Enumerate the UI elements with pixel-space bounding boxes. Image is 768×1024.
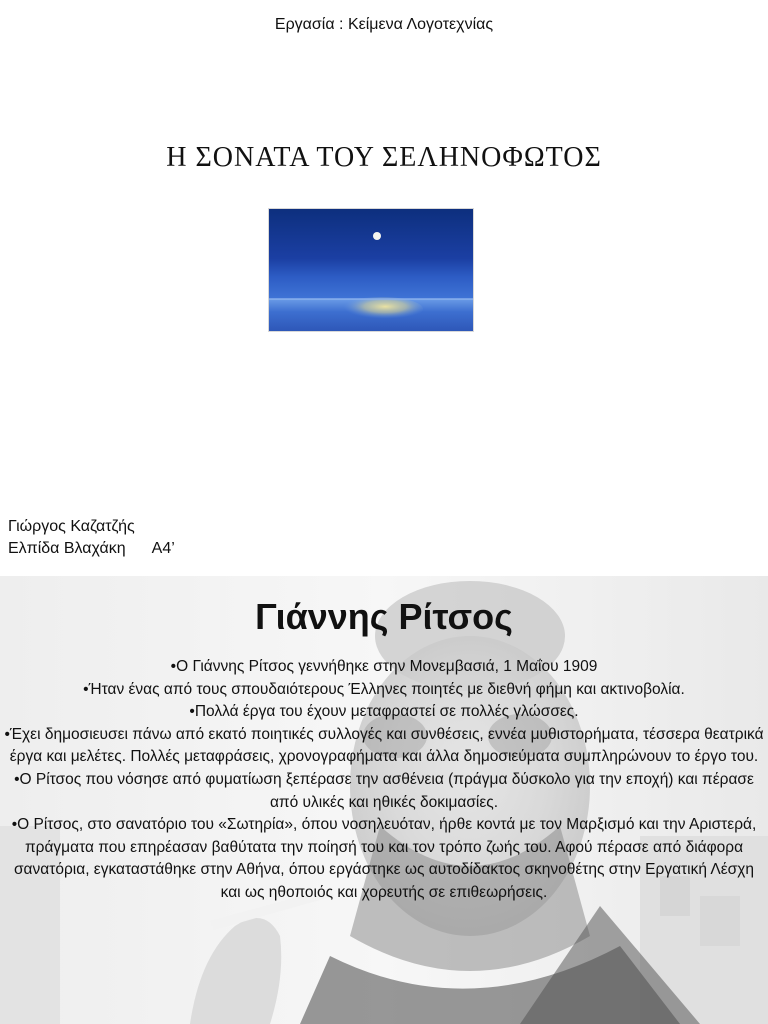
moonlit-sea-image bbox=[269, 209, 473, 331]
bio-bullet: •Ο Γιάννης Ρίτσος γεννήθηκε στην Μονεμβασιά, 1 Μαΐου 1909 bbox=[170, 658, 598, 675]
bio-bullet: •Πολλά έργα του έχουν μεταφραστεί σε πολλές γλώσσες. bbox=[189, 703, 579, 721]
authors-block bbox=[8, 516, 175, 560]
bio-title: Γιάννης Ρίτσος bbox=[255, 596, 513, 637]
author-line bbox=[8, 538, 175, 560]
biography-slide bbox=[0, 576, 768, 1024]
author-line bbox=[8, 516, 175, 538]
moonlit-sea-painting bbox=[268, 208, 474, 332]
bio-bullet: •Έχει δημοσιευσει πάνω από εκατό ποιητικές συλλογές και συνθέσεις, εννέα μυθιστορήματα, τέσσερα θεατρικά έργα και μελέτες. Πολλές μεταφράσεις, χρονογραφήματα και άλλα δημοσιεύματα συμπληρώνουν το έργο του. bbox=[4, 725, 764, 766]
course-label: Εργασία : Κείμενα Λογοτεχνίας bbox=[274, 16, 494, 33]
bio-bullet: •Ήταν ένας από τους σπουδαιότερους Έλληνες ποιητές με διεθνή φήμη και ακτινοβολία. bbox=[83, 680, 685, 698]
bio-bullet: •Ο Ρίτσος που νόσησε από φυματίωση ξεπέρασε την ασθένεια (πράγμα δύσκολο για την εποχή) και πέρασε από υλικές και ηθικές δοκιμασίες. bbox=[14, 770, 754, 811]
bio-bullets bbox=[4, 656, 764, 905]
poem-title: Η ΣΟΝΑΤΑ ΤΟΥ ΣΕΛΗΝΟΦΩΤΟΣ bbox=[166, 142, 602, 173]
author-name: Γιώργος Καζατζής bbox=[8, 518, 135, 535]
class-label: Α4’ bbox=[151, 540, 175, 557]
bio-bullet: •Ο Ρίτσος, στο σανατόριο του «Σωτηρία», όπου νοσηλευόταν, ήρθε κοντά με τον Μαρξισμό και την Αριστερά, πράγματα που επηρέασαν βαθύτατα την ποίησή του και τον τρόπο ζωής του. Αφού πέρασε από διάφορα σανατόρια, εγκαταστάθηκε στην Αθήνα, όπου εργάστηκε ως αυτοδίδακτος σκηνοθέτης στην Εργατική Λέσχη και ως ηθοποιός και χορευτής σε επιθεωρήσεις. bbox=[11, 816, 757, 901]
author-name: Ελπίδα Βλαχάκη bbox=[8, 540, 126, 557]
